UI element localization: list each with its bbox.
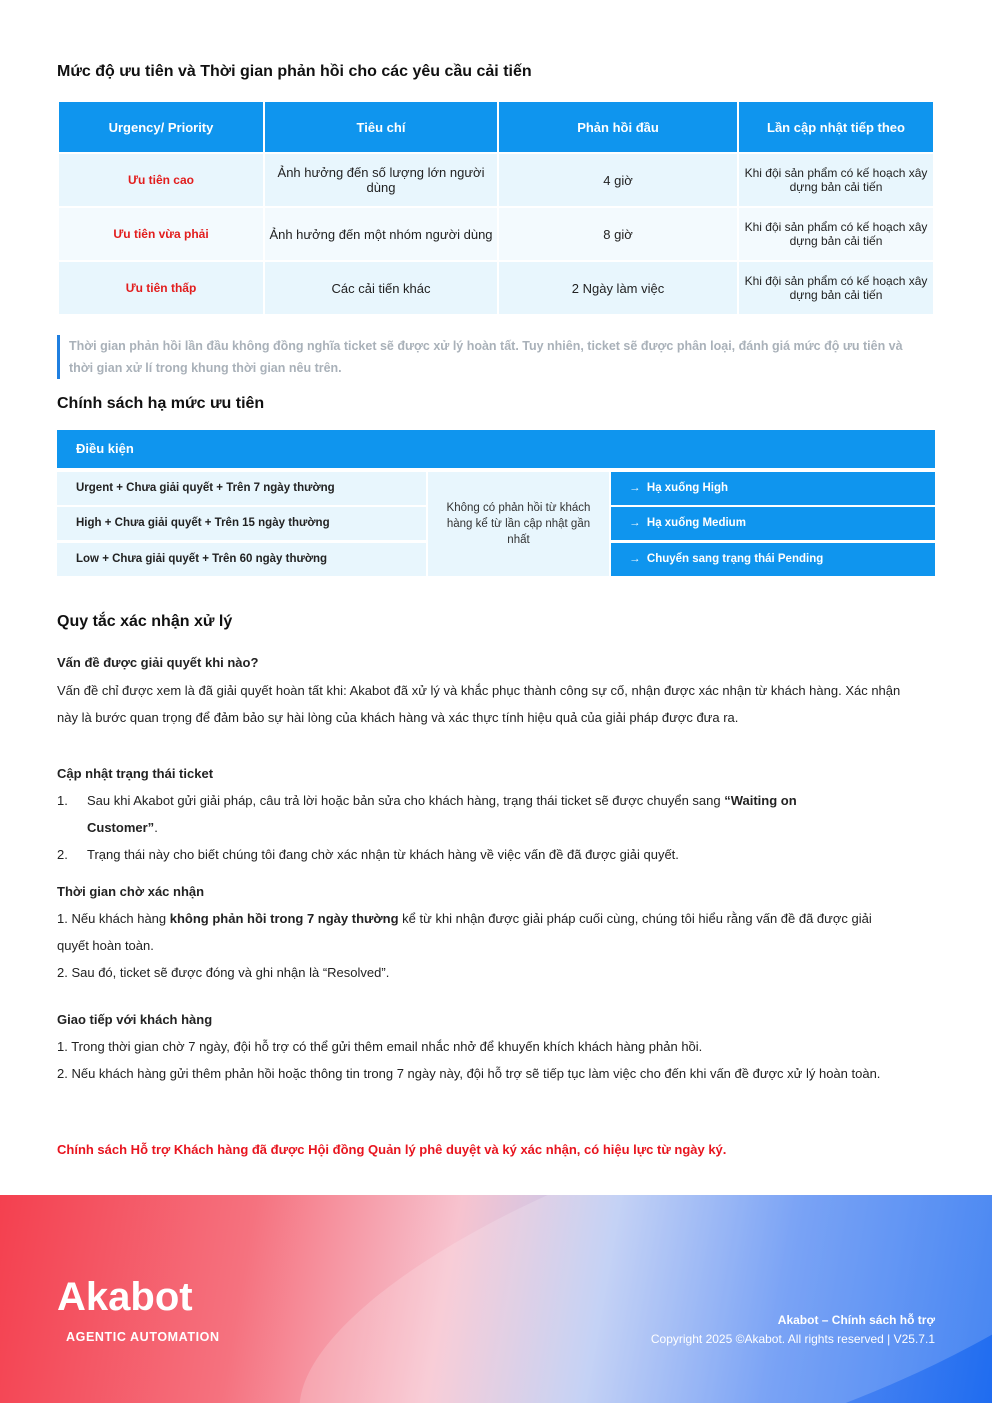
criteria-cell: Các cải tiến khác — [265, 262, 497, 314]
list-item: 2. Nếu khách hàng gửi thêm phản hồi hoặc thông tin trong 7 ngày này, đội hỗ trợ sẽ tiếp tục làm việc cho đến khi vấn đề được xử lý hoàn toàn. — [57, 1066, 881, 1081]
action-label: Hạ xuống Medium — [646, 517, 746, 529]
list-text: Sau khi Akabot gửi giải pháp, câu trả lời hoặc bản sửa cho khách hàng, trạng thái ticket sẽ được chuyển sang — [87, 793, 725, 808]
list-text: 1. Nếu khách hàng — [57, 911, 170, 926]
table-header: Urgency/ Priority — [59, 102, 263, 152]
first-response-cell: 8 giờ — [499, 208, 737, 260]
list-item: 2. Sau đó, ticket sẽ được đóng và ghi nhận là “Resolved”. — [57, 965, 390, 980]
list-text-end: . — [154, 820, 158, 835]
subheading: Vấn đề được giải quyết khi nào? — [57, 655, 259, 670]
note-callout: Thời gian phản hồi lần đầu không đồng nghĩa ticket sẽ được xử lý hoàn tất. Tuy nhiên, ticket sẽ được phân loại, đánh giá mức độ ưu tiên và thời gian xử lí trong khung thời gian nêu trên. — [57, 335, 909, 379]
priority-cell: Ưu tiên cao — [59, 154, 263, 206]
footer-decoration — [256, 1195, 992, 1403]
akabot-logo: Akabot — [57, 1275, 193, 1319]
table-header: Lần cập nhật tiếp theo — [739, 102, 933, 152]
action-label: Chuyển sang trạng thái Pending — [646, 553, 824, 565]
priority-cell: Ưu tiên thấp — [59, 262, 263, 314]
list-item — [87, 787, 847, 841]
paragraph: Vấn đề chỉ được xem là đã giải quyết hoàn tất khi: Akabot đã xử lý và khắc phục thành công sự cố, nhận được xác nhận từ khách hàng. Xác nhận này là bước quan trọng để đảm bảo sự hài lòng của khách hàng và xác thực tính hiệu quả của giải pháp được đưa ra. — [57, 683, 901, 725]
section-title-downgrade: Chính sách hạ mức ưu tiên — [57, 395, 265, 412]
table-header: Phản hồi đầu — [499, 102, 737, 152]
table-header-row — [59, 102, 933, 152]
first-response-cell: 4 giờ — [499, 154, 737, 206]
table-row — [59, 208, 933, 260]
conditions-header: Điều kiện — [57, 430, 935, 468]
condition-trigger-text: Không có phản hồi từ khách hàng kể từ lần cập nhật gần nhất — [446, 502, 591, 546]
arrow-right-icon: → — [629, 517, 641, 529]
next-update-cell: Khi đội sản phẩm có kế hoạch xây dựng bản cải tiến — [739, 208, 933, 260]
condition-row: High + Chưa giải quyết + Trên 15 ngày thường — [57, 507, 426, 540]
criteria-cell: Ảnh hưởng đến một nhóm người dùng — [265, 208, 497, 260]
list-item — [57, 905, 887, 959]
action-label: Hạ xuống High — [646, 482, 729, 494]
action-row — [611, 472, 935, 505]
next-update-cell: Khi đội sản phẩm có kế hoạch xây dựng bản cải tiến — [739, 262, 933, 314]
section-title-priority: Mức độ ưu tiên và Thời gian phản hồi cho các yêu cầu cải tiến — [57, 63, 532, 80]
table-row — [59, 262, 933, 314]
footer-title: Akabot – Chính sách hỗ trợ — [777, 1313, 935, 1327]
footer-copyright: Copyright 2025 ©Akabot. All rights reserved | V25.7.1 — [650, 1332, 935, 1346]
criteria-cell: Ảnh hưởng đến số lượng lớn người dùng — [265, 154, 497, 206]
emphasis-text: không phản hồi trong 7 ngày thường — [169, 911, 399, 926]
table-row — [59, 154, 933, 206]
closing-statement: Chính sách Hỗ trợ Khách hàng đã được Hội đồng Quản lý phê duyệt và ký xác nhận, có hiệu lực từ ngày ký. — [57, 1142, 727, 1157]
subheading: Giao tiếp với khách hàng — [57, 1012, 213, 1027]
logo-tagline: AGENTIC AUTOMATION — [66, 1330, 220, 1344]
next-update-cell: Khi đội sản phẩm có kế hoạch xây dựng bản cải tiến — [739, 154, 933, 206]
table-header: Tiêu chí — [265, 102, 497, 152]
list-number: 2. — [57, 847, 68, 862]
list-text-end: kể từ khi nhận được giải pháp cuối cùng, chúng tôi hiểu rằng vấn đề đã được giải quyết hoàn toàn. — [57, 911, 872, 953]
arrow-right-icon: → — [629, 482, 641, 494]
list-number: 1. — [57, 793, 68, 808]
list-item: 1. Trong thời gian chờ 7 ngày, đội hỗ trợ có thể gửi thêm email nhắc nhở để khuyến khích khách hàng phản hồi. — [57, 1039, 703, 1054]
action-row — [611, 507, 935, 540]
priority-cell: Ưu tiên vừa phải — [59, 208, 263, 260]
condition-row: Low + Chưa giải quyết + Trên 60 ngày thường — [57, 543, 426, 576]
priority-table — [57, 100, 935, 316]
condition-trigger — [428, 472, 609, 576]
subheading: Thời gian chờ xác nhận — [57, 884, 205, 899]
footer — [0, 1195, 992, 1403]
first-response-cell: 2 Ngày làm việc — [499, 262, 737, 314]
list-item: Trạng thái này cho biết chúng tôi đang chờ xác nhận từ khách hàng về việc vấn đề đã được giải quyết. — [87, 847, 679, 862]
section-title-confirmation: Quy tắc xác nhận xử lý — [57, 613, 233, 630]
status-name: “Waiting on Customer” — [87, 793, 797, 835]
subheading: Cập nhật trạng thái ticket — [57, 766, 214, 781]
arrow-right-icon: → — [629, 553, 641, 565]
action-row — [611, 543, 935, 576]
condition-row: Urgent + Chưa giải quyết + Trên 7 ngày thường — [57, 472, 426, 505]
